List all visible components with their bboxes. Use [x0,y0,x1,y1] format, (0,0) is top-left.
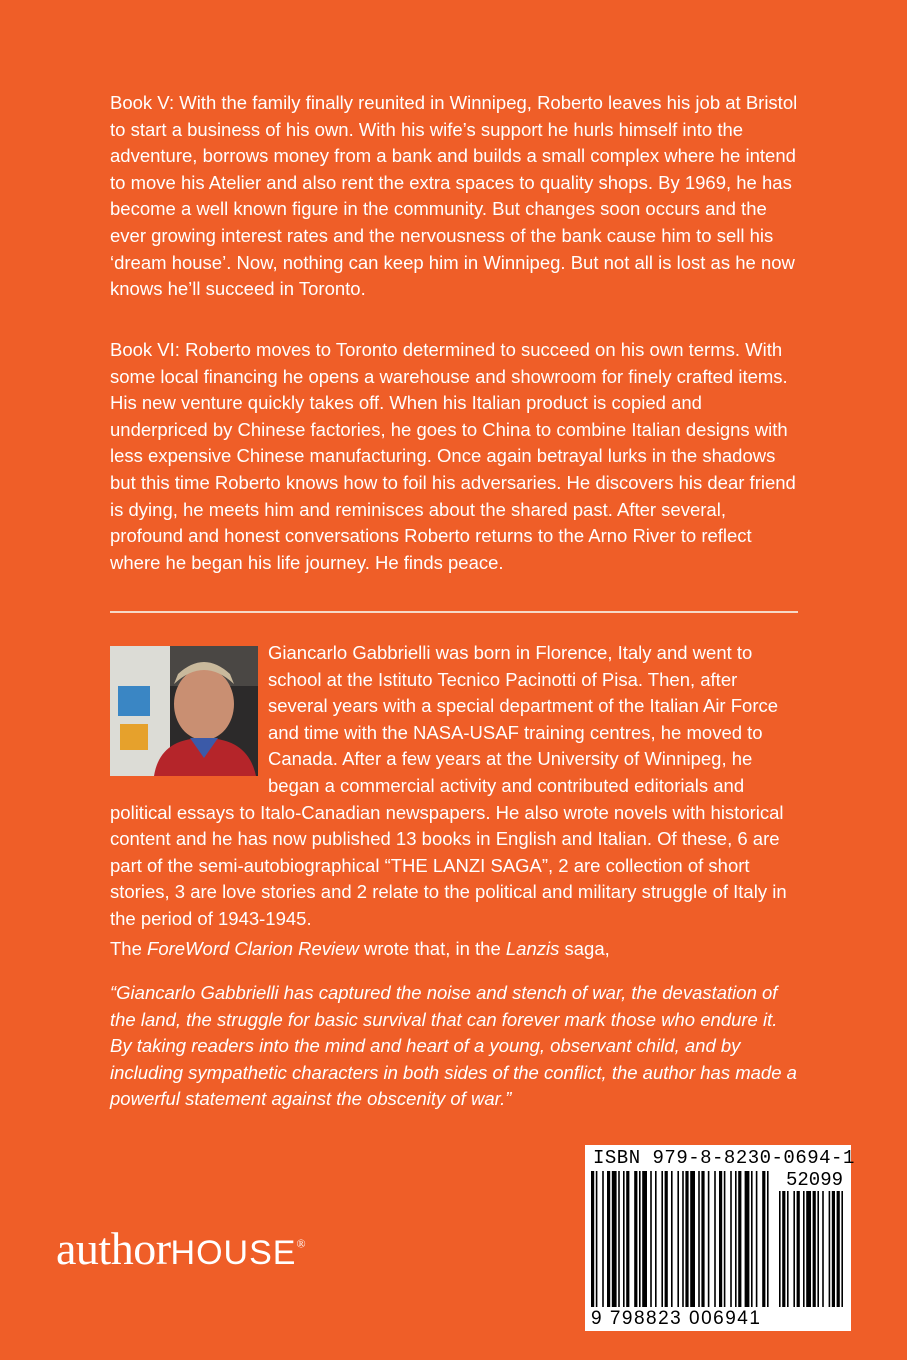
barcode-addon-bar [837,1191,840,1307]
barcode-bar [602,1171,604,1307]
barcode-addon-bar [803,1191,805,1307]
publisher-logo [56,1222,305,1275]
review-intro-before: The [110,938,148,959]
barcode-bar [596,1171,598,1307]
barcode-bar [735,1171,737,1307]
divider [110,611,798,613]
barcode-bar [665,1171,668,1307]
barcode-bar [677,1171,679,1307]
price-code: 52099 [785,1169,843,1191]
barcode-bar [639,1171,641,1307]
barcode-bar [724,1171,726,1307]
book-v-synopsis: Book V: With the family finally reunited in Winnipeg, Roberto leaves his job at Bristol to start a business of his own. With his wife’s support he hurls himself into the adventure, borrows money from a bank and builds a small complex where he intend to move his Atelier and also rent the extra spaces to quality shops. By 1969, he has become a well known figure in the community. But changes soon occurs and the ever growing interest rates and the nervousness of the bank cause him to sell his ‘dream house’. Now, nothing can keep him in Winnipeg. But not all is lost as he now knows he’ll succeed in Toronto. [110,92,798,300]
barcode-bar [756,1171,758,1307]
review-intro-middle: wrote that, in the [358,938,506,959]
barcode-bar [626,1171,629,1307]
barcode-bar [738,1171,741,1307]
barcode-digits: 9 798823 006941 [591,1308,762,1329]
barcode-bar [690,1171,695,1307]
barcode-addon-bar [793,1191,795,1307]
barcode-bar [708,1171,710,1307]
barcode-bar [701,1171,704,1307]
barcode-addon-bar [841,1191,843,1307]
barcode-addon-bar [829,1191,831,1307]
book-vi-synopsis: Book VI: Roberto moves to Toronto determined to succeed on his own terms. With some local financing he opens a warehouse and showroom for finely crafted items. His new venture quickly takes off. When his Italian product is copied and underpriced by Chinese factories, he goes to China to combine Italian designs with less expensive Chinese manufacturing. Once again betrayal lurks in the shadows but this time Roberto knows how to foil his adversaries. He discovers his dear friend is dying, he meets him and reminisces about the shared past. After several, profound and honest conversations Roberto returns to the Arno River to reflect where he began his life journey. He finds peace. [110,339,796,573]
barcode-addon-bar [817,1191,819,1307]
barcode-bar [623,1171,625,1307]
review-intro-after: saga, [559,938,610,959]
barcode-bar [607,1171,610,1307]
barcode-addon-bar [787,1191,789,1307]
barcode-addon-bar [806,1191,811,1307]
barcode-bar [634,1171,637,1307]
barcode-bar [642,1171,647,1307]
review-intro [110,938,610,960]
barcode-addon-bar [782,1191,785,1307]
barcode-bar [661,1171,663,1307]
barcode-bar [762,1171,765,1307]
barcode-bar [650,1171,652,1307]
barcode-bar [612,1171,617,1307]
barcode-bar [714,1171,716,1307]
barcode-addon-bar [797,1191,800,1307]
author-bio-text: Giancarlo Gabbrielli was born in Florence, Italy and went to school at the Istituto Tecnico Pacinotti of Pisa. Then, after several years with a special department of the Italian Air Force and time with the NASA-USAF training centres, he moved to Canada. After a few years at the University of Winnipeg, he began a commercial activity and contributed editorials and political essays to Italo-Canadian newspapers. He also wrote novels with historical content and he has now published 13 books in English and Italian. Of these, 6 are part of the semi-autobiographical “THE LANZI SAGA”, 2 are collection of short stories, 3 are love stories and 2 relate to the political and military struggle of Italy in the period of 1943-1945. [110,642,787,929]
barcode-bar [767,1171,769,1307]
barcode-addon-bar [832,1191,835,1307]
review-saga-name: Lanzis [505,938,560,959]
barcode-addon-bar [822,1191,824,1307]
barcode-bar [591,1171,594,1307]
barcode-bar [618,1171,620,1307]
barcode-bar [745,1171,750,1307]
barcode-bar [655,1171,657,1307]
barcode-addon-bar [779,1191,781,1307]
isbn-label: ISBN 979-8-8230-0694-1 [593,1147,855,1169]
barcode-addon-bar [813,1191,816,1307]
logo-author: author [56,1223,171,1274]
barcode-bars [589,1171,847,1309]
review-quote: “Giancarlo Gabbrielli has captured the noise and stench of war, the devastation of the land, the struggle for basic survival that can forever mark those who endure it. By taking readers into the mind and heart of a young, observant child, and by including sympathetic characters in both sides of the conflict, the author has made a powerful statement against the obscenity of war.” [110,982,797,1110]
review-source: ForeWord Clarion Review [147,938,359,959]
barcode-bar [682,1171,684,1307]
barcode-bar [685,1171,688,1307]
barcode-bar [751,1171,753,1307]
barcode-bar [719,1171,722,1307]
barcode-bar [730,1171,732,1307]
barcode-bar [698,1171,700,1307]
barcode-bar [671,1171,673,1307]
logo-house: HOUSE [170,1234,297,1272]
isbn-barcode [585,1145,855,1331]
logo-registered-mark: ® [296,1236,306,1251]
author-bio [110,640,800,933]
